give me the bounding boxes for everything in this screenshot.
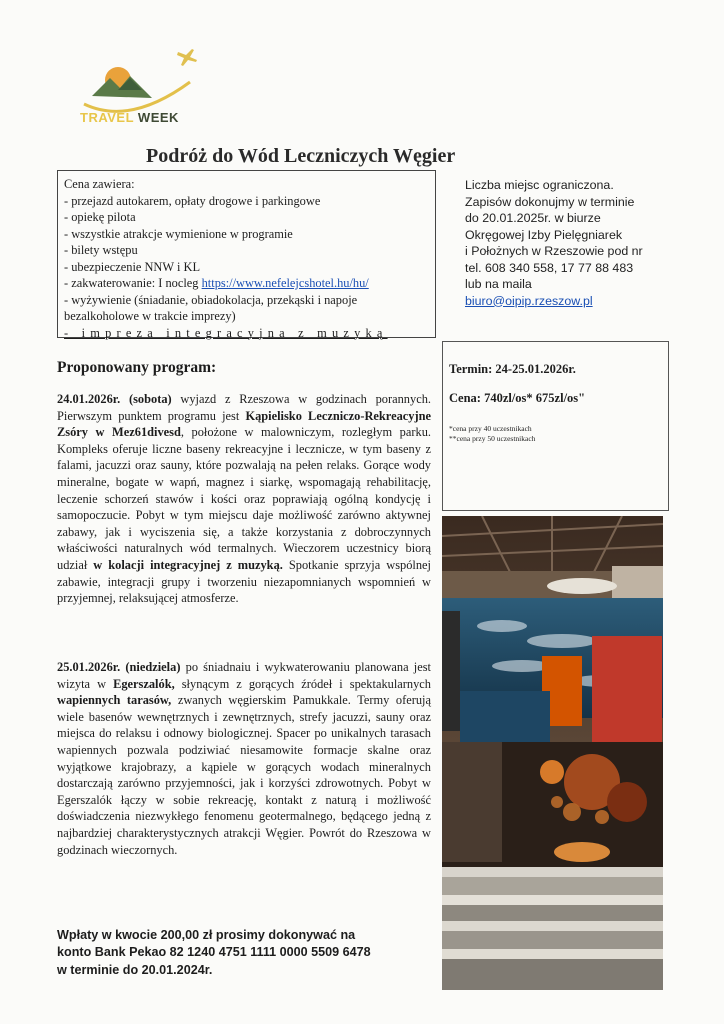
day-1-text: , położone w malowniczym, rozległym parku. Kompleks oferuje liczne baseny rekreacyjne i lecznicze, w tym baseny z falami, jacuzzi oraz sauny, które pozwalają na pełen relaks. Gorące wody mineralne, bogate w wapń, magnez i siarkę, wspomagają rehabilitację, leczenie schorzeń stawów i kości oraz poprawiają ogólną kondycję i samopoczucie. Pobyt w tym miejscu daje możliwość zarówno aktywnej zabawy, jak i wyciszenia się, a także korzystania z dobroczynnych właściwości naturalnych wód termalnych. Wieczorem uczestnicy biorą udział <box>57 425 431 572</box>
includes-item: - ubezpieczenie NNW i KL <box>64 259 201 274</box>
day-1-date: 24.01.2026r. (sobota) <box>57 392 172 406</box>
price-notes <box>449 424 658 444</box>
includes-heading: Cena zawiera: <box>64 177 135 191</box>
program-day-2 <box>57 659 431 858</box>
day-2-text: zwanych węgierskim Pamukkale. Termy oferują wiele basenów wewnętrznych i zewnętrznych, strefy jacuzzi, sauny oraz miejsca do relaksu i odnowy biologicznej. Spacer po unikalnych tarasach wapiennych pozwala podziwiać niesamowite formacje skalne oraz wyjątkowe krajobrazy, a kąpiele w gorących wodach mineralnych dostarczają zarówno przyjemności, jak i korzyści zdrowotnych. Pobyt w Egerszalók łączy w sobie rekreację, kontakt z naturą i możliwość doświadczenia niezwykłego fenomenu geotermalnego, będącego jedną z najbardziej charakterystycznych atrakcji Węgier. Powrót do Rzeszowa w godzinach wieczornych. <box>57 693 431 857</box>
payment-info <box>57 927 437 979</box>
day-2-terraces: wapiennych tarasów, <box>57 693 172 708</box>
payment-line: konto Bank Pekao 82 1240 4751 1111 0000 5509 6478 <box>57 945 371 960</box>
day-2-text: po śniadnaiu i wykwaterowaniu planowana jest wizyta w <box>57 660 431 691</box>
day-1-text: Spotkanie sprzyja wspólnej zabawie, integracji grupy i tworzeniu niezapomnianych wspomnień w przyjemnej, relaksującej atmosferze. <box>57 557 431 606</box>
logo-text-travel: TRAVEL <box>80 110 134 125</box>
day-1-venue: Kąpielisko Leczniczo-Rekreacyjne Zsóry w Mez61divesd <box>57 408 431 440</box>
price: Cena: 740zl/os* 675zl/os" <box>449 391 586 405</box>
includes-item: - bilety wstępu <box>64 243 138 257</box>
includes-integration: - impreza integracyjna z muzyką <box>64 325 388 340</box>
price-box <box>442 341 669 511</box>
term-date: Termin: 24-25.01.2026r. <box>449 362 576 376</box>
registration-line: i Położnych w Rzeszowie pod nr <box>465 244 643 258</box>
price-note: **cena przy 50 uczestnikach <box>449 434 536 443</box>
registration-line: lub na maila <box>465 277 532 291</box>
logo-text <box>80 110 179 125</box>
registration-line: Okręgowej Izby Pielęgniarek <box>465 227 623 242</box>
day-2-text: słynącym z gorących źródeł i spektakularnych <box>174 676 431 691</box>
email-link[interactable]: biuro@oipip.rzeszow.pl <box>465 293 593 308</box>
registration-line: do 20.01.2025r. w biurze <box>465 211 601 225</box>
price-note: *cena przy 40 uczestnikach <box>449 424 532 433</box>
payment-line: w terminie do 20.01.2024r. <box>57 962 213 977</box>
payment-line: Wpłaty w kwocie 200,00 zł prosimy dokonywać na <box>57 928 356 942</box>
registration-line: Zapisów dokonujmy w terminie <box>465 194 635 209</box>
day-1-text: wyjazd z Rzeszowa w godzinach porannych. Pierwszym punktem programu jest <box>57 392 431 423</box>
includes-catering-1: - wyżywienie (śniadanie, obiadokolacja, przekąski i napoje <box>64 292 358 307</box>
thermal-pool-photo <box>442 516 663 742</box>
day-2-place: Egerszalók, <box>113 676 175 691</box>
program-heading: Proponowany program: <box>57 359 217 376</box>
page-title: Podróż do Wód Leczniczych Węgier <box>146 145 456 167</box>
registration-line: tel. 608 340 558, 17 77 88 483 <box>465 260 634 275</box>
day-1-dinner: w kolacji integracyjnej z muzyką. <box>93 557 283 572</box>
accommodation-label: - zakwaterowanie: I nocleg <box>64 276 202 290</box>
registration-line: Liczba miejsc ograniczona. <box>465 178 614 192</box>
registration-info <box>465 177 700 309</box>
program-day-1 <box>57 391 431 607</box>
includes-accommodation <box>64 275 429 292</box>
includes-item: - opiekę pilota <box>64 210 136 224</box>
includes-item: - przejazd autokarem, opłaty drogowe i parkingowe <box>64 193 321 208</box>
price-includes-box <box>57 170 436 338</box>
includes-catering-2: bezalkoholowe w trakcie imprezy) <box>64 309 236 323</box>
hotel-link[interactable]: https://www.nefelejcshotel.hu/hu/ <box>201 276 369 290</box>
logo-text-week: WEEK <box>133 110 179 125</box>
includes-item: - wszystkie atrakcje wymienione w programie <box>64 226 293 241</box>
limestone-terraces-photo <box>442 742 663 990</box>
day-2-date: 25.01.2026r. (niedziela) <box>57 660 181 674</box>
